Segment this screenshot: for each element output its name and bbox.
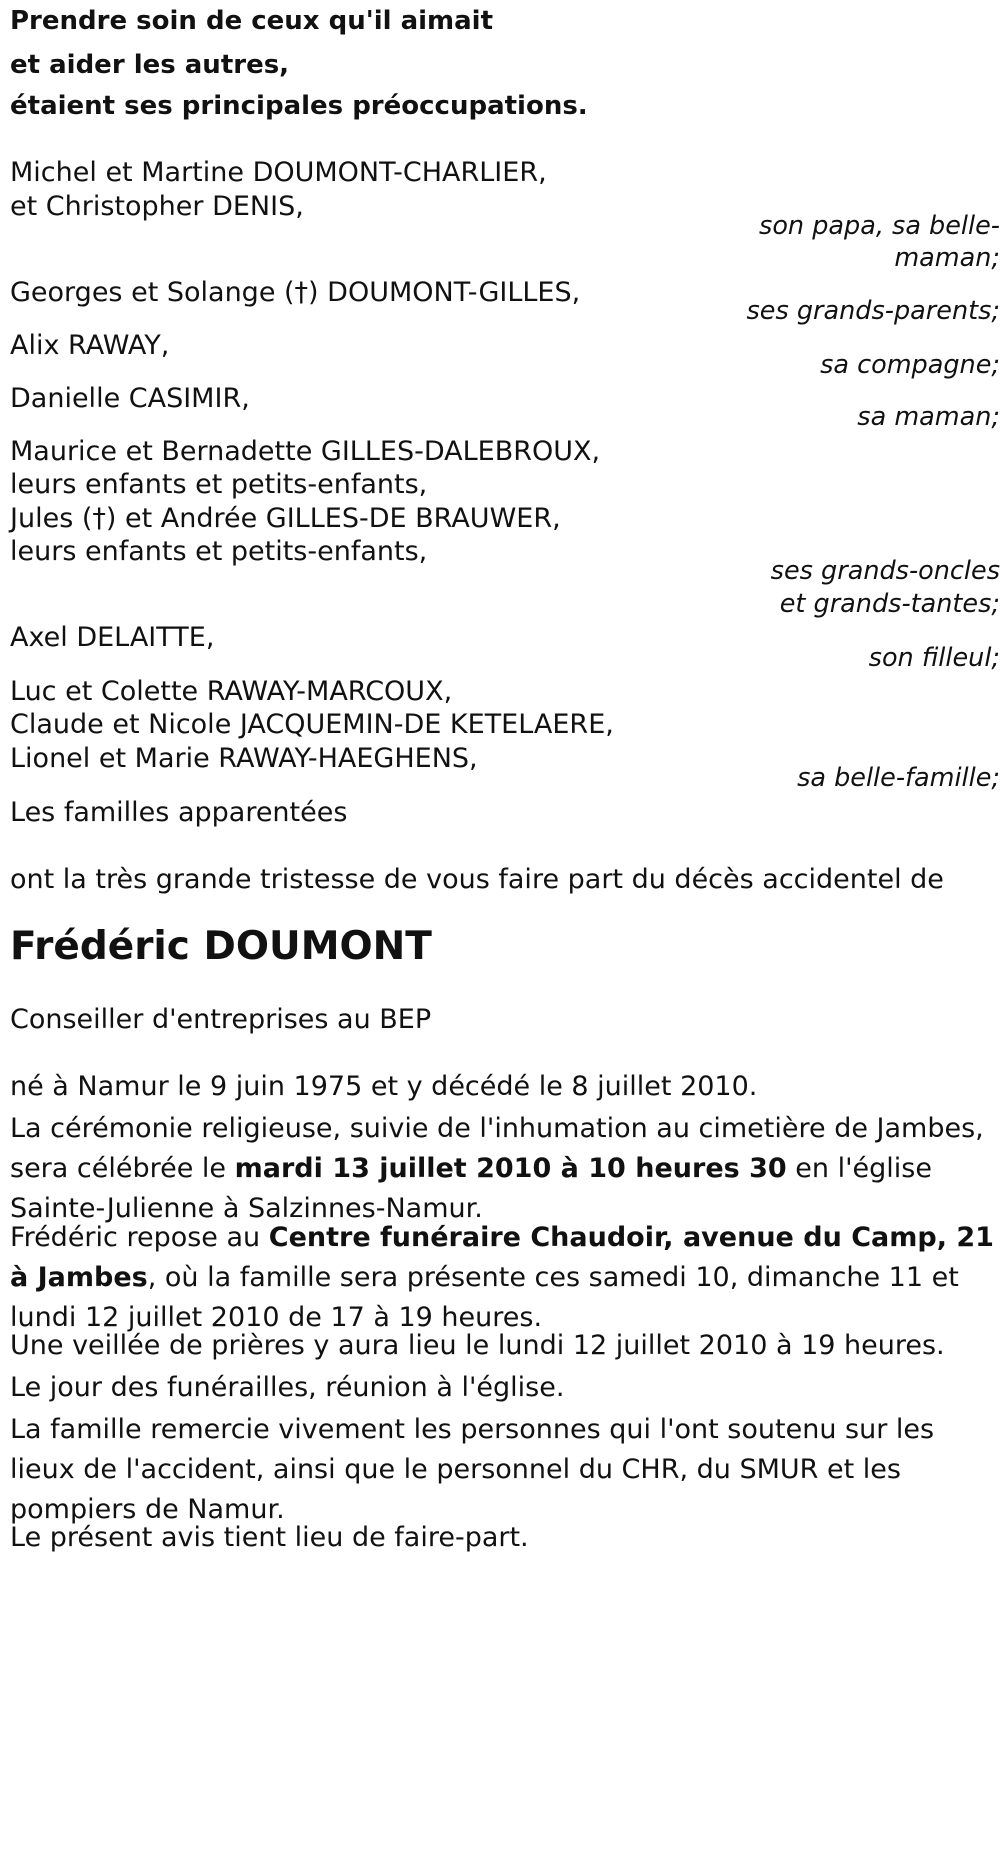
parents-relation-line-2: maman; xyxy=(894,243,1000,273)
companion: Alix RAWAY, xyxy=(10,330,170,361)
mother: Danielle CASIMIR, xyxy=(10,383,250,414)
greatuncles-line-1: Maurice et Bernadette GILLES-DALEBROUX, xyxy=(10,436,601,467)
inlaws-line-2: Claude et Nicole JACQUEMIN-DE KETELAERE, xyxy=(10,709,614,740)
parents-line-2: et Christopher DENIS, xyxy=(10,191,304,222)
related-families: Les familles apparentées xyxy=(10,797,348,828)
greatuncles-line-4: leurs enfants et petits-enfants, xyxy=(10,536,428,567)
parents-relation-line-1: son papa, sa belle- xyxy=(759,211,1000,241)
inlaws-relation: sa belle-famille; xyxy=(797,763,1000,793)
grandparents: Georges et Solange (†) DOUMONT-GILLES, xyxy=(10,277,581,308)
funeral-day: Le jour des funérailles, réunion à l'église. xyxy=(10,1372,565,1403)
repose-text: Frédéric repose au xyxy=(10,1222,269,1253)
parents-line-1: Michel et Martine DOUMONT-CHARLIER, xyxy=(10,157,547,188)
companion-relation: sa compagne; xyxy=(820,350,1000,380)
inlaws-line-3: Lionel et Marie RAWAY-HAEGHENS, xyxy=(10,743,478,774)
verse-line-2: et aider les autres, xyxy=(10,50,290,80)
godson-relation: son filleul; xyxy=(868,643,1000,673)
greatuncles-line-3: Jules (†) et Andrée GILLES-DE BRAUWER, xyxy=(10,503,561,534)
greatuncles-relation-line-1: ses grands-oncles xyxy=(770,556,1000,586)
ceremony-date: mardi 13 juillet 2010 à 10 heures 30 xyxy=(234,1153,787,1184)
announcement: ont la très grande tristesse de vous faire part du décès accidentel de xyxy=(10,864,944,895)
deceased-name: Frédéric DOUMONT xyxy=(10,924,432,969)
verse-line-1: Prendre soin de ceux qu'il aimait xyxy=(10,6,494,36)
godson: Axel DELAITTE, xyxy=(10,622,215,653)
ceremony-paragraph xyxy=(10,1109,995,1229)
mother-relation: sa maman; xyxy=(857,402,1000,432)
grandparents-relation: ses grands-parents; xyxy=(746,296,1000,326)
vigil: Une veillée de prières y aura lieu le lundi 12 juillet 2010 à 19 heures. xyxy=(10,1330,945,1361)
thanks-paragraph: La famille remercie vivement les personnes qui l'ont soutenu sur les lieux de l'accident, ainsi que le personnel du CHR, du SMUR et les pompiers de Namur. xyxy=(10,1414,935,1525)
ceremony-text: La cérémonie religieuse, suivie de l'inhumation au cimetière de Jambes, sera célébrée le xyxy=(10,1113,984,1184)
birth-death: né à Namur le 9 juin 1975 et y décédé le 8 juillet 2010. xyxy=(10,1071,758,1102)
occupation: Conseiller d'entreprises au BEP xyxy=(10,1004,432,1035)
ceremony-location: en l'église Sainte-Julienne à Salzinnes-Namur. xyxy=(10,1153,932,1224)
repose-paragraph xyxy=(10,1218,995,1338)
repose-visiting-hours: , où la famille sera présente ces samedi 10, dimanche 11 et lundi 12 juillet 2010 de 17 à 19 heures. xyxy=(10,1262,959,1333)
greatuncles-line-2: leurs enfants et petits-enfants, xyxy=(10,469,428,500)
repose-place: Centre funéraire Chaudoir, avenue du Camp, 21 à Jambes xyxy=(10,1222,994,1293)
inlaws-line-1: Luc et Colette RAWAY-MARCOUX, xyxy=(10,676,453,707)
greatuncles-relation-line-2: et grands-tantes; xyxy=(779,589,1000,619)
closing: Le présent avis tient lieu de faire-part. xyxy=(10,1522,529,1553)
verse-line-3: étaient ses principales préoccupations. xyxy=(10,91,588,121)
